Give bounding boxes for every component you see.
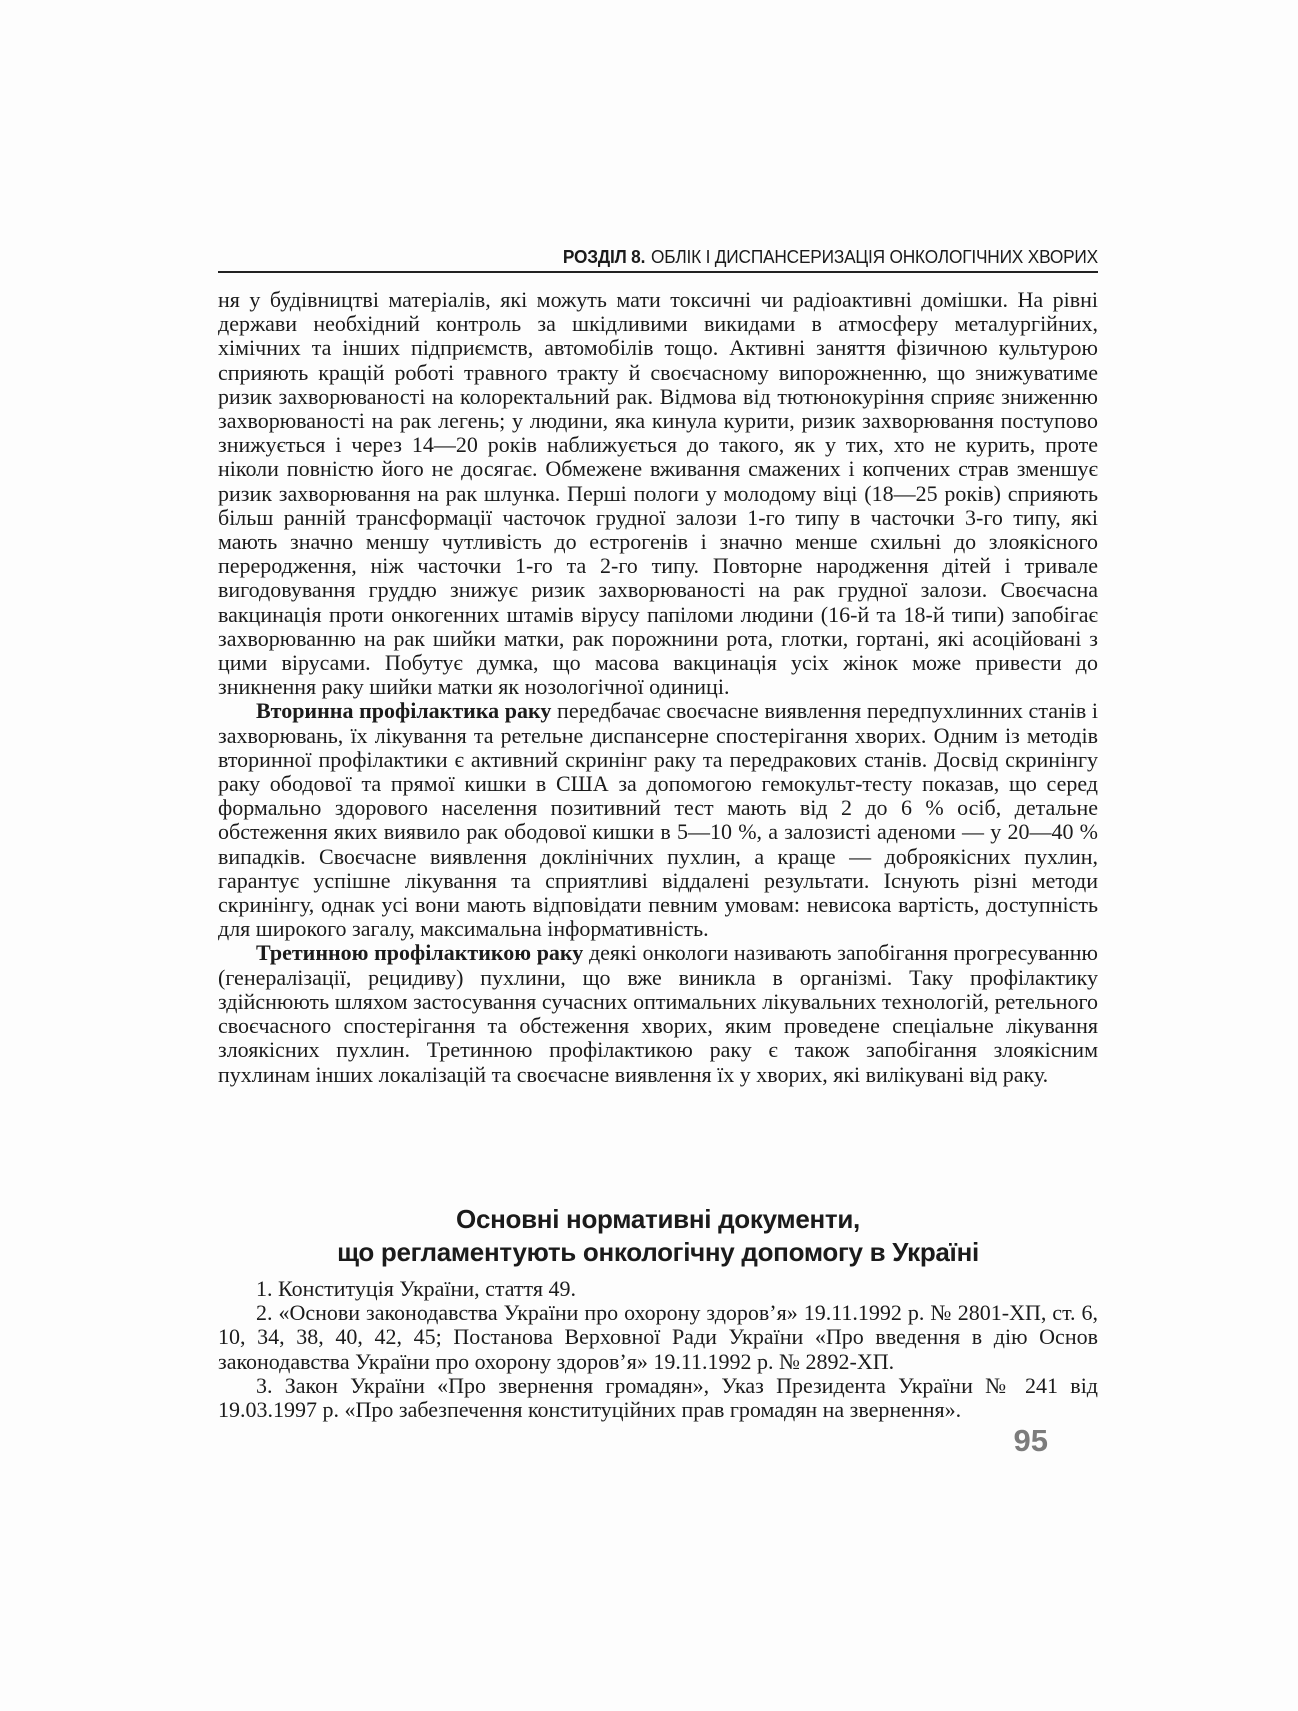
- paragraph-text-secondary-prevention: передбачає своєчасне виявлення передпухлинних станів і захворювань, їх лікування та ретельне диспансерне спостерігання хворих. Одним із методів вторинної профілактики є активний скринінг раку та передракових станів. Досвід скринінгу раку ободової та прямої кишки в США за допомогою гемокульт-тесту показав, що серед формально здорового населення позитивний тест мають від 2 до 6 % осіб, детальне обстеження яких виявило рак ободової кишки в 5—10 %, а залозисті аденоми — у 20—40 % випадків. Своєчасне виявлення доклінічних пухлин, а краще — доброякісних пухлин, гарантує успішне лікування та сприятливі віддалені результати. Існують різні методи скринінгу, однак усі вони мають відповідати певним умовам: невисока вартість, доступність для широкого загалу, максимальна інформативність.: [218, 698, 1098, 942]
- header-divider: [218, 271, 1098, 273]
- list-item: 2. «Основи законодавства України про охорону здоров’я» 19.11.1992 р. № 2801-ХП, ст. 6, 10, 34, 38, 40, 42, 45; Постанова Верховної Ради України «Про введення в дію Основ законодавства України про охорону здоров’я» 19.11.1992 р. № 2892-ХП.: [218, 1300, 1098, 1374]
- body-paragraph-tertiary-prevention: [218, 941, 1098, 1086]
- paragraph-lead-tertiary-prevention: Третинною профілактикою раку: [256, 940, 584, 966]
- paragraph-text-tertiary-prevention: деякі онкологи називають запобігання прогресуванню (генералізації, рецидиву) пухлини, що вже виникла в організмі. Таку профілактику здійснюють шляхом застосування сучасних оптимальних лікувальних технологій, ретельного своєчасного спостерігання та обстеження хворих, яким проведене спеціальне лікування злоякісних пухлин. Третинною профілактикою раку є також запобігання злоякісним пухлинам інших локалізацій та своєчасне виявлення їх у хворих, які вилікувані від раку.: [218, 940, 1098, 1087]
- body-text: [218, 288, 1098, 1087]
- list-item: 3. Закон України «Про звернення громадян», Указ Президента України № 241 від 19.03.1997 р. «Про забезпечення конституційних прав громадян на звернення».: [218, 1372, 1098, 1423]
- paragraph-lead-secondary-prevention: Вторинна профілактика раку: [256, 698, 552, 724]
- body-paragraph-continuation: ня у будівництві матеріалів, які можуть мати токсичні чи радіоактивні домішки. На рівні держави необхідний контроль за шкідливими викидами в атмосферу металургійних, хімічних та інших підприємств, автомобілів тощо. Активні заняття фізичною культурою сприяють кращій роботі травного тракту й своєчасному випорожненню, що знижуватиме ризик захворюваності на колоректальний рак. Відмова від тютюнокуріння сприяє зниженню захворюваності на рак легень; у людини, яка кинула курити, ризик захворювання поступово знижується і через 14—20 років наближується до такого, як у тих, хто не курить, проте ніколи повністю його не досягає. Обмежене вживання смажених і копчених страв зменшує ризик захворювання на рак шлунка. Перші пологи у молодому віці (18—25 років) сприяють більш ранній трансформації часточок грудної залози 1-го типу в часточки 3-го типу, які мають значно меншу чутливість до естрогенів і значно менше схильні до злоякісного переродження, ніж часточки 1-го та 2-го типу. Повторне народження дітей і тривале вигодовування груддю знижує ризик захворюваності на рак грудної залози. Своєчасна вакцинація проти онкогенних штамів вірусу папіломи людини (16-й та 18-й типи) запобігає захворюванню на рак шийки матки, рак порожнини рота, глотки, гортані, які асоційовані з цими вірусами. Побутує думка, що масова вакцинація усіх жінок може привести до зникнення раку шийки матки як нозологічної одиниці.: [218, 287, 1098, 700]
- section-heading-line-1: Основні нормативні документи,: [456, 1204, 860, 1234]
- chapter-title: ОБЛІК І ДИСПАНСЕРИЗАЦІЯ ОНКОЛОГІЧНИХ ХВОРИХ: [650, 247, 1098, 267]
- page-number: 95: [1013, 1423, 1048, 1458]
- section-heading-line-2: що регламентують онкологічну допомогу в Україні: [337, 1237, 979, 1267]
- running-header: [253, 246, 1098, 268]
- section-heading: [218, 1203, 1098, 1269]
- chapter-label: РОЗДІЛ 8.: [562, 247, 646, 267]
- normative-documents-list: [218, 1277, 1098, 1422]
- body-paragraph-secondary-prevention: [218, 699, 1098, 941]
- list-item: 1. Конституція України, стаття 49.: [256, 1276, 576, 1301]
